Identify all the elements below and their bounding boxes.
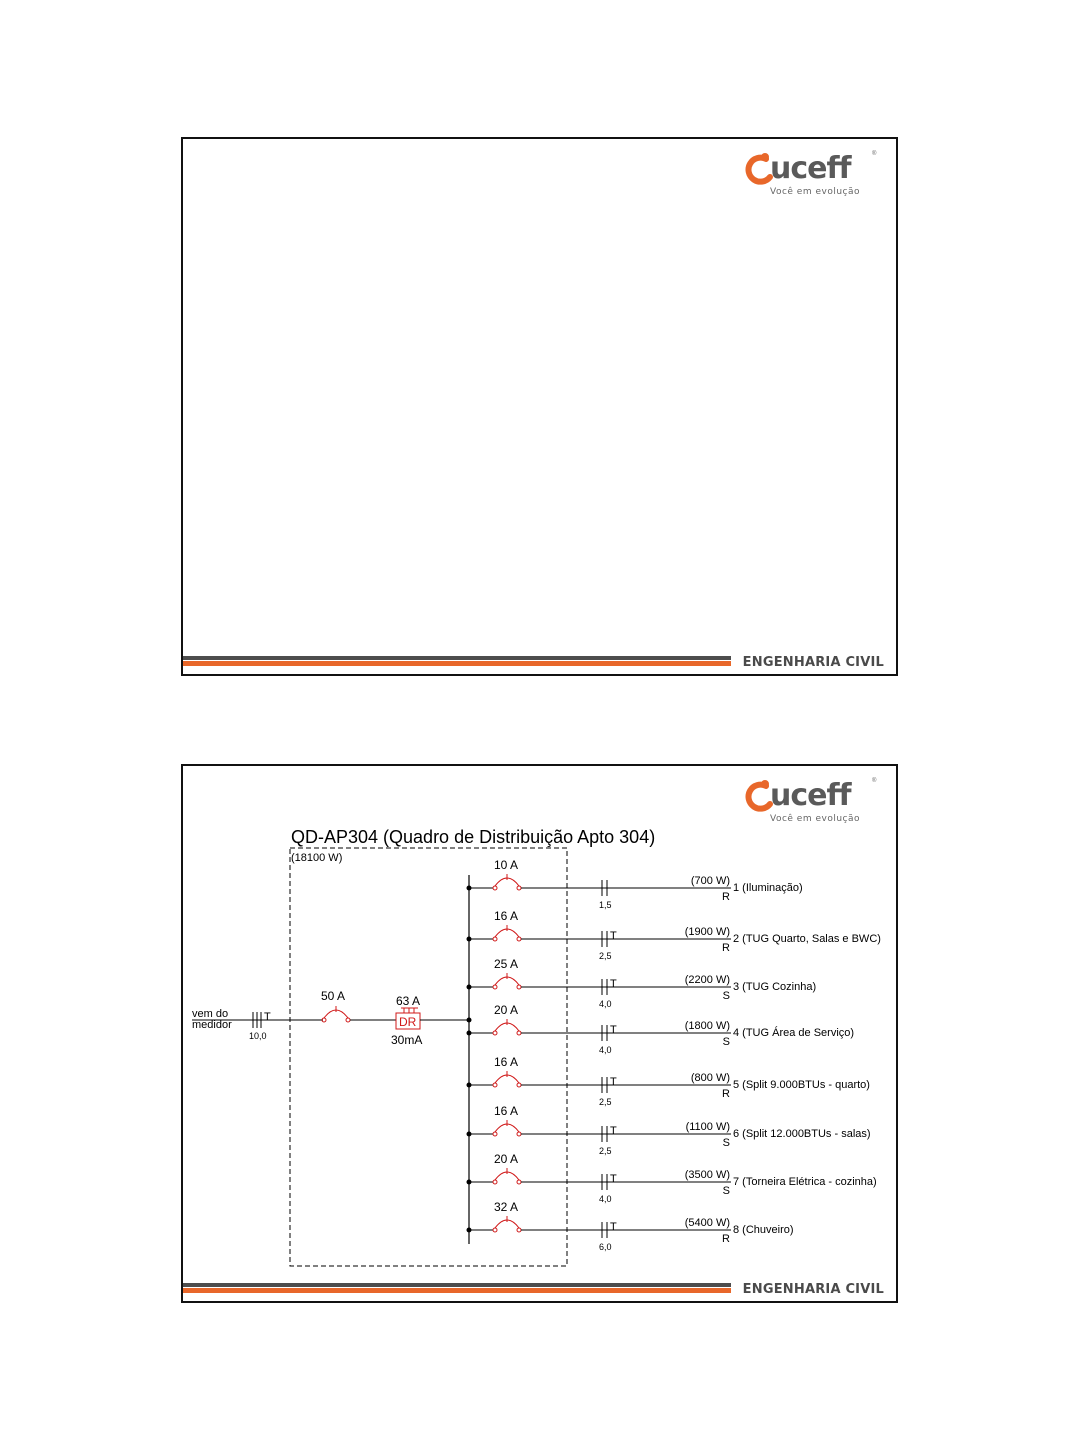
circuit-breaker-rating: 16 A	[494, 909, 519, 923]
main-breaker-symbol	[322, 1006, 350, 1022]
dr-contacts-icon	[401, 1008, 418, 1013]
circuit-power: (3500 W)	[684, 1169, 730, 1181]
circuit-phase: R	[722, 1088, 730, 1100]
breaker-contact	[517, 1083, 521, 1087]
circuit-phase: S	[722, 1185, 730, 1197]
breaker-contact	[493, 1031, 497, 1035]
incoming-label-2: medidor	[192, 1019, 232, 1031]
circuit-list	[467, 858, 881, 1252]
footer-bar-gray	[183, 656, 731, 660]
footer-bar-orange	[183, 661, 731, 666]
circuit-breaker-rating: 20 A	[494, 1152, 519, 1166]
incoming-label-1: vem do	[192, 1008, 229, 1020]
circuit-section: 6,0	[599, 1242, 612, 1252]
brand-tagline: Você em evolução	[770, 187, 861, 197]
breaker-contact	[493, 1083, 497, 1087]
circuit-ground-mark: T	[610, 1076, 617, 1088]
brand-name: uceff	[770, 778, 851, 813]
slide-footer	[183, 654, 896, 674]
footer-label: ENGENHARIA CIVIL	[742, 1282, 884, 1297]
circuit-label: 7 (Torneira Elétrica - cozinha)	[733, 1176, 877, 1188]
registered-mark: ®	[872, 151, 877, 157]
circuit-section: 2,5	[599, 951, 612, 961]
circuit-power: (1100 W)	[685, 1121, 730, 1133]
footer-bar-gray	[183, 1283, 731, 1287]
breaker-contact	[493, 1228, 497, 1232]
circuit-label: 3 (TUG Cozinha)	[733, 981, 817, 993]
brand-name: uceff	[770, 151, 851, 186]
circuit-power: (5400 W)	[684, 1217, 730, 1229]
breaker-contact	[517, 1132, 521, 1136]
circuit-label: 6 (Split 12.000BTUs - salas)	[733, 1128, 871, 1140]
circuit-section: 4,0	[599, 1045, 612, 1055]
breaker-contact	[517, 1180, 521, 1184]
circuit-ground-mark: T	[610, 1221, 617, 1233]
circuit-power: (1800 W)	[684, 1020, 730, 1032]
distribution-board-diagram	[183, 766, 898, 1281]
registered-mark: ®	[872, 778, 877, 784]
breaker-contact	[517, 886, 521, 890]
circuit-phase: S	[722, 1137, 730, 1149]
circuit-label: 1 (Iluminação)	[733, 882, 803, 894]
footer-label: ENGENHARIA CIVIL	[742, 655, 884, 670]
circuit-phase: R	[722, 942, 730, 954]
breaker-contact	[493, 1180, 497, 1184]
circuit-phase: R	[722, 891, 730, 903]
breaker-contact	[517, 937, 521, 941]
dr-label: DR	[399, 1015, 417, 1029]
main-breaker-rating: 50 A	[321, 989, 346, 1003]
circuit-ground-mark: T	[610, 930, 617, 942]
circuit-ground-mark: T	[610, 1173, 617, 1185]
circuit-label: 2 (TUG Quarto, Salas e BWC)	[733, 933, 881, 945]
breaker-contact	[493, 886, 497, 890]
circuit-section: 4,0	[599, 999, 612, 1009]
board-enclosure	[290, 848, 567, 1266]
breaker-contact	[493, 985, 497, 989]
breaker-contact	[493, 1132, 497, 1136]
circuit-phase: S	[722, 1036, 730, 1048]
circuit-phase: R	[722, 1233, 730, 1245]
breaker-contact	[517, 1228, 521, 1232]
circuit-breaker-rating: 16 A	[494, 1104, 519, 1118]
circuit-power: (1900 W)	[684, 926, 730, 938]
circuit-section: 2,5	[599, 1097, 612, 1107]
diagram-title: QD-AP304 (Quadro de Distribuição Apto 304)	[291, 827, 656, 847]
slide-footer	[183, 1281, 896, 1301]
circuit-power: (700 W)	[690, 875, 730, 887]
circuit-ground-mark: T	[610, 1024, 617, 1036]
breaker-contact	[517, 1031, 521, 1035]
circuit-power: (2200 W)	[684, 974, 730, 986]
circuit-label: 4 (TUG Área de Serviço)	[733, 1027, 855, 1039]
circuit-section: 4,0	[599, 1194, 612, 1204]
dr-sensitivity: 30mA	[391, 1033, 423, 1047]
slide-2	[181, 764, 898, 1303]
total-power: (18100 W)	[291, 852, 343, 864]
circuit-section: 2,5	[599, 1146, 612, 1156]
circuit-breaker-rating: 20 A	[494, 1003, 519, 1017]
circuit-breaker-rating: 25 A	[494, 957, 519, 971]
footer-bar-orange	[183, 1288, 731, 1293]
circuit-breaker-rating: 16 A	[494, 1055, 519, 1069]
circuit-phase: S	[722, 990, 730, 1002]
breaker-contact	[493, 937, 497, 941]
incoming-ground-mark: T	[264, 1011, 271, 1023]
circuit-section: 1,5	[599, 900, 612, 910]
dr-rating: 63 A	[396, 994, 421, 1008]
circuit-label: 5 (Split 9.000BTUs - quarto)	[733, 1079, 870, 1091]
circuit-ground-mark: T	[610, 1125, 617, 1137]
circuit-breaker-rating: 10 A	[494, 858, 519, 872]
brand-tagline: Você em evolução	[770, 814, 861, 824]
circuit-ground-mark: T	[610, 978, 617, 990]
circuit-power: (800 W)	[690, 1072, 730, 1084]
circuit-breaker-rating: 32 A	[494, 1200, 519, 1214]
uceff-logo	[744, 147, 884, 197]
slide-1	[181, 137, 898, 676]
circuit-label: 8 (Chuveiro)	[733, 1224, 794, 1236]
breaker-contact	[517, 985, 521, 989]
incoming-section: 10,0	[249, 1031, 267, 1041]
